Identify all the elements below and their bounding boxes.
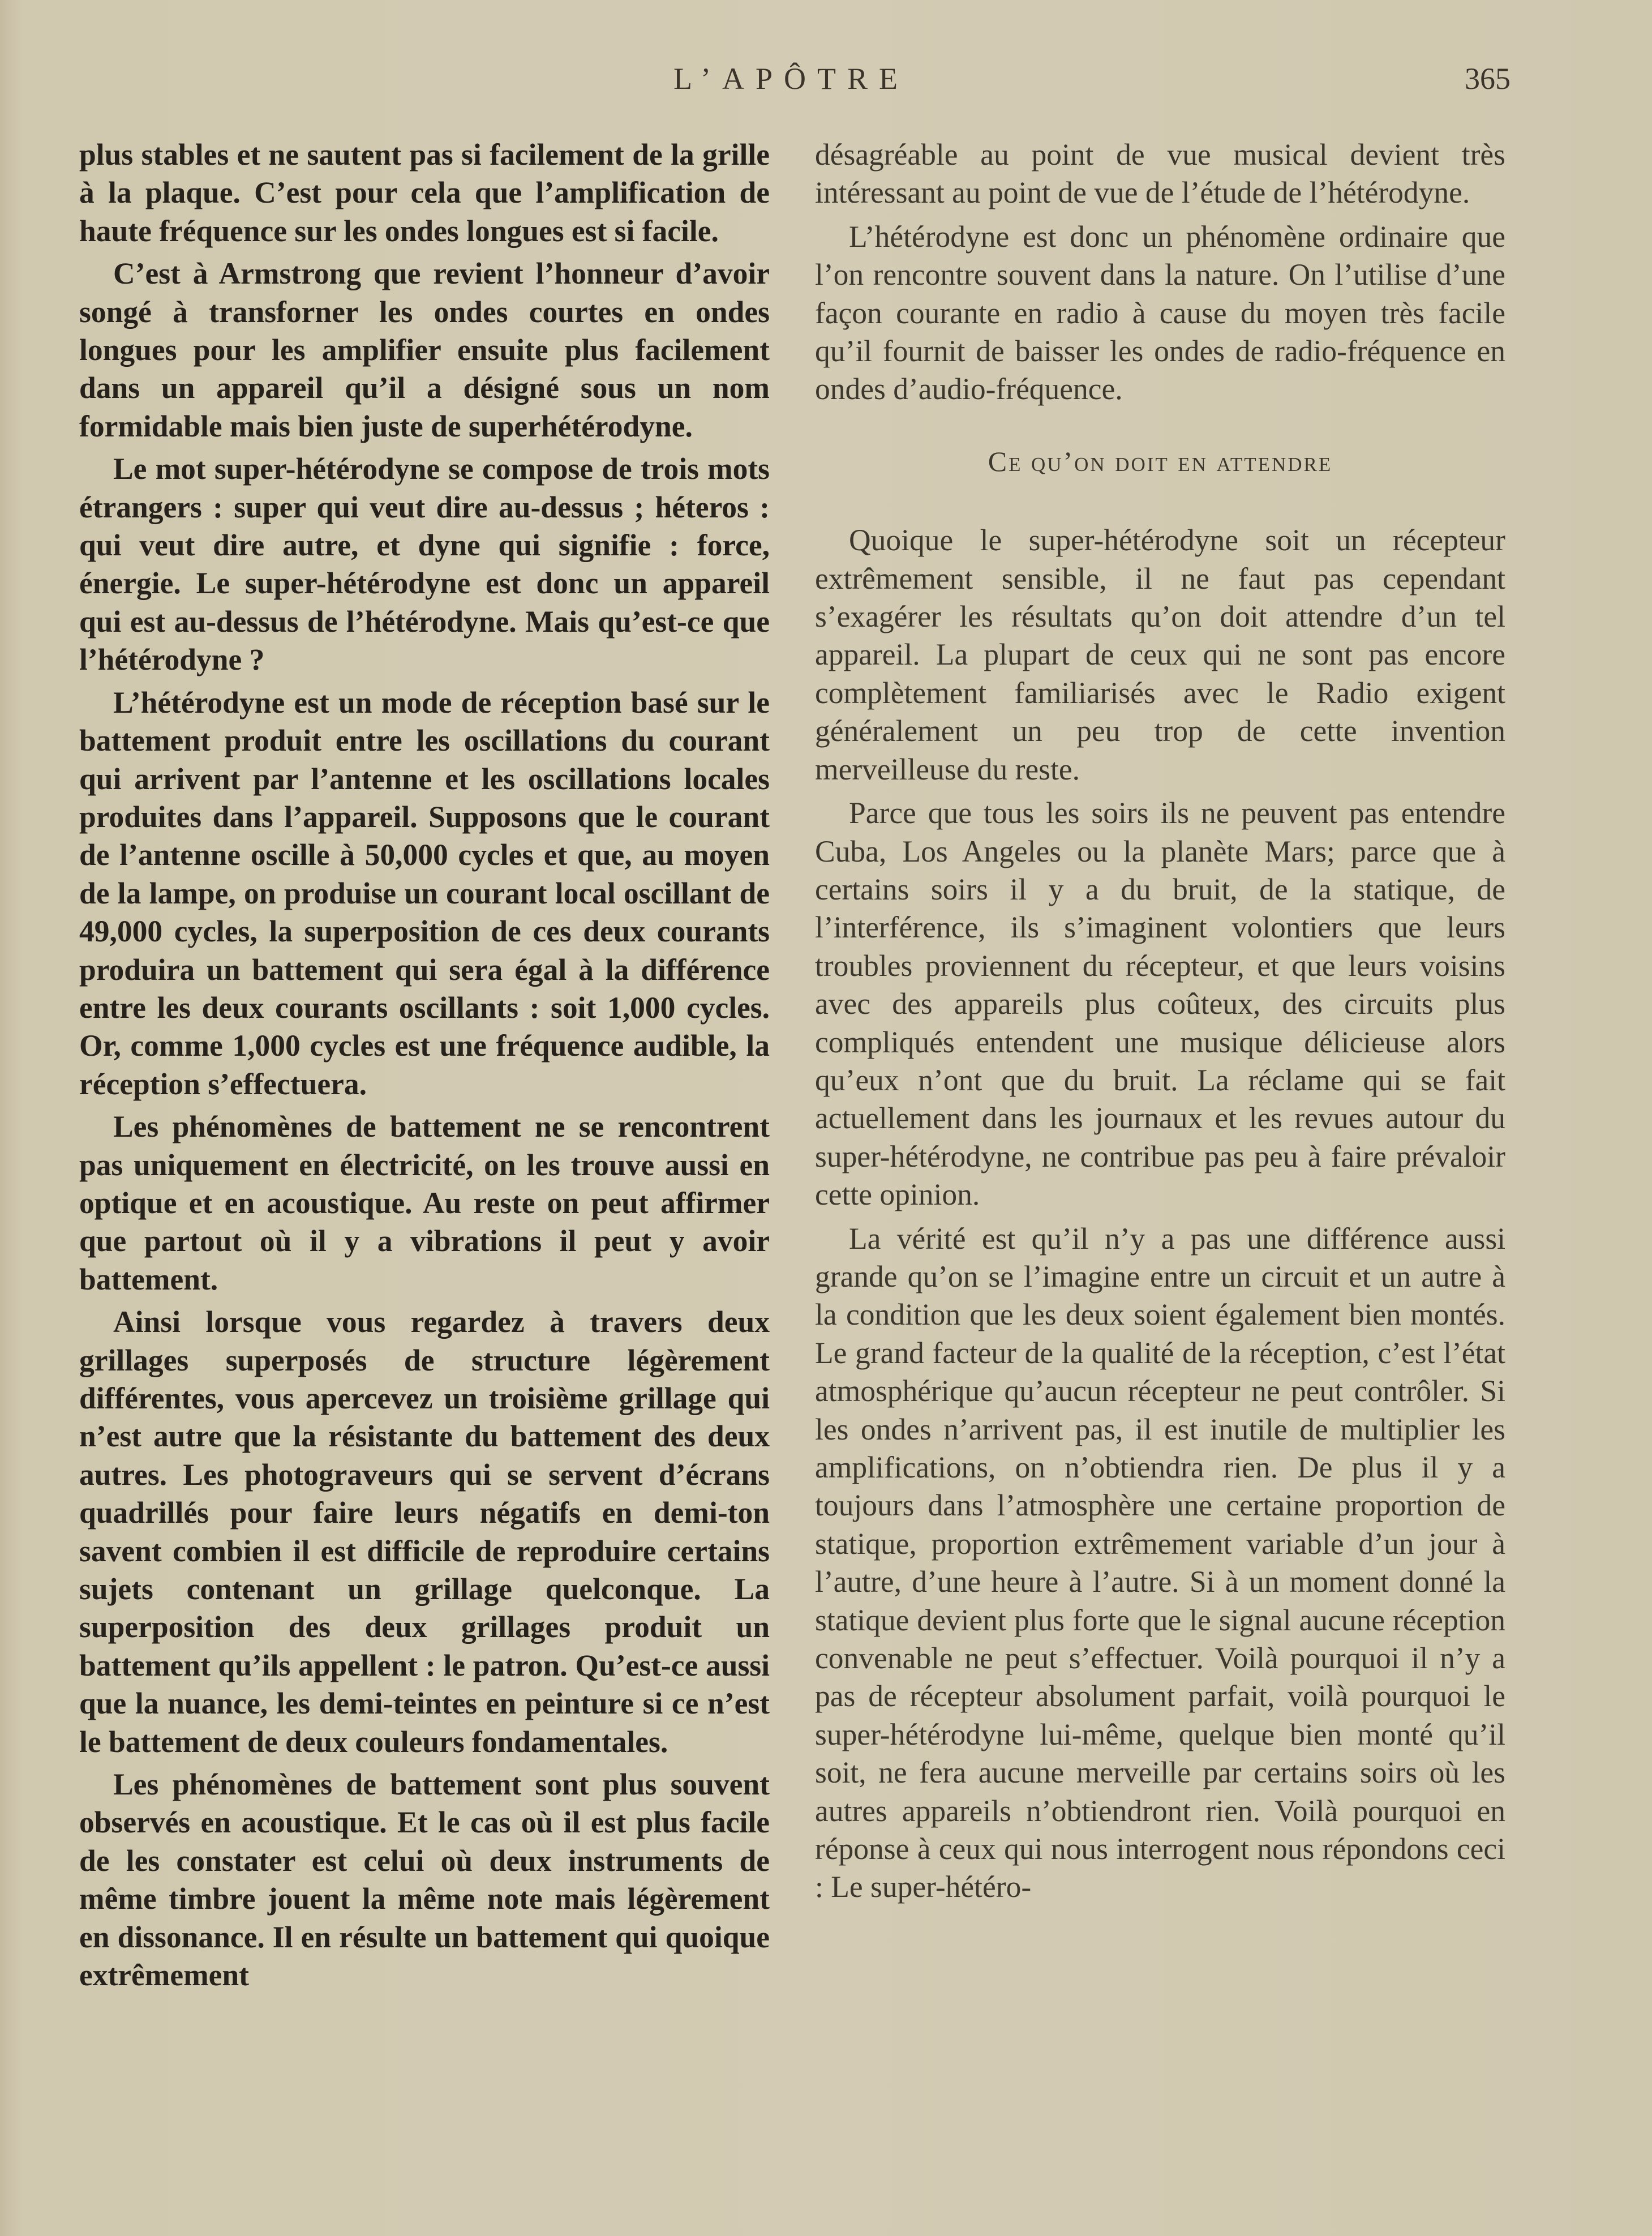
section-heading: Ce qu’on doit en attendre [988, 445, 1333, 477]
paragraph: Quoique le super-hétérodyne soit un récepteur extrêmement sensible, il ne faut pas cependant s’exagérer les résultats qu’on doit attendre d’un tel appareil. La plupart de ceux qui ne sont pas encore complètement familiarisés avec le Radio exigent généralement un peu trop de cette invention merveilleuse du reste. [815, 523, 1505, 786]
paragraph: L’hétérodyne est un mode de réception basé sur le battement produit entre les oscillations du courant qui arrivent par l’antenne et les oscillations locales produites dans l’appareil. Supposons que le courant de l’antenne oscille à 50,000 cycles et que, au moyen de la lampe, on produise un courant local oscillant de 49,000 cycles, la superposition de ces deux courants produira un battement qui sera égal à la différence entre les deux courants oscillants : soit 1,000 cycles. Or, comme 1,000 cycles est une fréquence audible, la réception s’effectuera. [79, 685, 770, 1101]
paragraph: L’hétérodyne est donc un phénomène ordinaire que l’on rencontre souvent dans la nature. On l’utilise d’une façon courante en radio à cause du moyen très facile qu’il fournit de baisser les ondes de radio-fréquence en ondes d’audio-fréquence. [815, 219, 1505, 406]
paragraph: Le mot super-hétérodyne se compose de trois mots étrangers : super qui veut dire au-dessus ; héteros : qui veut dire autre, et dyne qui signifie : force, énergie. Le super-hétérodyne est donc un appareil qui est au-dessus de l’hétérodyne. Mais qu’est-ce que l’hétérodyne ? [79, 452, 770, 677]
right-column [815, 136, 1505, 1912]
paragraph: Ainsi lorsque vous regardez à travers deux grillages superposés de structure légèrement différentes, vous apercevez un troisième grillage qui n’est autre que la résistante du battement des deux autres. Les photograveurs qui se servent d’écrans quadrillés pour faire leurs négatifs en demi-ton savent combien il est difficile de reproduire certains sujets contenant un grillage quelconque. La superposition des deux grillages produit un battement qu’ils appellent : le patron. Qu’est-ce aussi que la nuance, les demi-teintes en peinture si ce n’est le battement de deux couleurs fondamentales. [79, 1305, 770, 1759]
paragraph: Les phénomènes de battement sont plus souvent observés en acoustique. Et le cas où il est plus facile de les constater est celui où deux instruments de même timbre jouent la même note mais légèrement en dissonance. Il en résulte un battement qui quoique extrêmement [79, 1767, 770, 1993]
page-number: 365 [1465, 62, 1511, 96]
paragraph: C’est à Armstrong que revient l’honneur d’avoir songé à transforner les ondes courtes en ondes longues pour les amplifier ensuite plus facilement dans un appareil qu’il a désigné sous un nom formidable mais bien juste de superhétérodyne. [79, 256, 770, 443]
left-column [79, 136, 770, 1999]
paragraph: désagréable au point de vue musical devient très intéressant au point de vue de l’étude de l’hétérodyne. [815, 138, 1505, 210]
paragraph: Les phénomènes de battement ne se rencontrent pas uniquement en électricité, on les trouve aussi en optique et en acoustique. Au reste on peut affirmer que partout où il y a vibrations il peut y avoir battement. [79, 1110, 770, 1296]
running-title: L’APÔTRE [673, 62, 909, 96]
paragraph: Parce que tous les soirs ils ne peuvent pas entendre Cuba, Los Angeles ou la planète Mars; parce que à certains soirs il y a du bruit, de la statique, de l’interférence, ils s’imaginent volontiers que leurs troubles proviennent du récepteur, et que leurs voisins avec des appareils plus coûteux, des circuits plus compliqués entendent une musique délicieuse alors qu’eux n’ont que du bruit. La réclame qui se fait actuellement dans les journaux et les revues autour du super-hétérodyne, ne contribue pas peu à faire prévaloir cette opinion. [815, 796, 1505, 1212]
page-header [0, 61, 1652, 106]
paragraph: plus stables et ne sautent pas si facilement de la grille à la plaque. C’est pour cela que l’amplification de haute fréquence sur les ondes longues est si facile. [79, 138, 770, 248]
paragraph: La vérité est qu’il n’y a pas une différence aussi grande qu’on se l’imagine entre un circuit et un autre à la condition que les deux soient également bien montés. Le grand facteur de la qualité de la réception, c’est l’état atmosphérique qu’aucun récepteur ne peut contrôler. Si les ondes n’arrivent pas, il est inutile de multiplier les amplifications, on n’obtiendra rien. De plus il y a toujours dans l’atmosphère une certaine proportion de statique, proportion extrêmement variable d’un jour à l’autre, d’une heure à l’autre. Si à un moment donné la statique devient plus forte que le signal aucune réception convenable ne peut s’effectuer. Voilà pourquoi il n’y a pas de récepteur absolument parfait, voilà pourquoi le super-hétérodyne lui-même, quelque bien monté qu’il soit, ne fera aucune merveille par certains soirs où les autres appareils n’obtiendront rien. Voilà pourquoi en réponse à ceux qui nous interrogent nous répondons ceci : Le super-hétéro- [815, 1221, 1505, 1904]
